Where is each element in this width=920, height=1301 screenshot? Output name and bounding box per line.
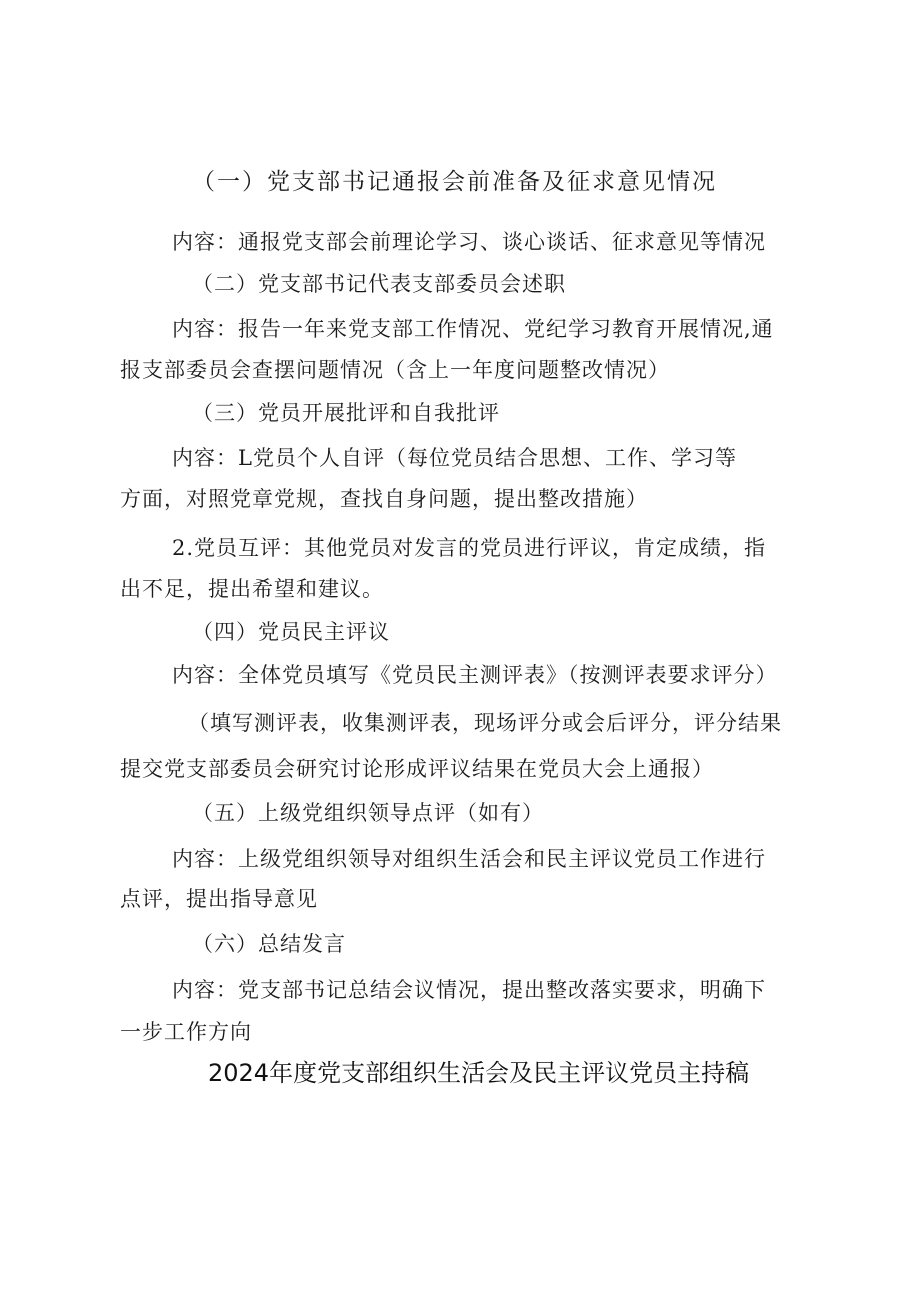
section-heading-6: （六）总结发言 — [192, 932, 346, 956]
section-content-3-line-3: 2.党员互评：其他党员对发言的党员进行评议，肯定成绩，指 — [172, 536, 767, 560]
section-content-4-line-2: （填写测评表，收集测评表，现场评分或会后评分，评分结果 — [188, 711, 782, 735]
section-heading-3: （三）党员开展批评和自我批评 — [192, 401, 500, 425]
section-content-6-line-2: 一步工作方向 — [120, 1020, 252, 1044]
section-content-2-line-1: 内容：报告一年来党支部工作情况、党纪学习教育开展情况,通 — [172, 317, 774, 341]
section-content-4-line-1: 内容：全体党员填写《党员民主测评表》（按测评表要求评分） — [172, 663, 778, 687]
section-content-5-line-1: 内容：上级党组织领导对组织生活会和民主评议党员工作进行 — [172, 847, 766, 871]
section-heading-1: （一）党支部书记通报会前准备及征求意见情况 — [192, 169, 717, 195]
section-content-4-line-3: 提交党支部委员会研究讨论形成评议结果在党员大会上通报） — [120, 757, 714, 781]
section-content-3-line-1: 内容：L党员个人自评（每位党员结合思想、工作、学习等 — [172, 446, 737, 470]
section-heading-4: （四）党员民主评议 — [192, 620, 390, 644]
section-content-5-line-2: 点评，提出指导意见 — [120, 887, 318, 911]
section-content-6-line-1: 内容：党支部书记总结会议情况，提出整改落实要求，明确下 — [172, 978, 766, 1002]
section-content-1-line-1: 内容：通报党支部会前理论学习、谈心谈话、征求意见等情况 — [172, 230, 766, 254]
section-heading-5: （五）上级党组织领导点评（如有） — [192, 801, 544, 825]
document-title: 2024年度党支部组织生活会及民主评议党员主持稿 — [208, 1059, 750, 1087]
section-content-3-line-2: 方面，对照党章党规，查找自身问题，提出整改措施） — [120, 487, 648, 511]
section-heading-2: （二）党支部书记代表支部委员会述职 — [192, 272, 566, 296]
section-content-2-line-2: 报支部委员会查摆问题情况（含上一年度问题整改情况） — [120, 358, 670, 382]
section-content-3-line-4: 出不足，提出希望和建议。 — [120, 577, 384, 601]
